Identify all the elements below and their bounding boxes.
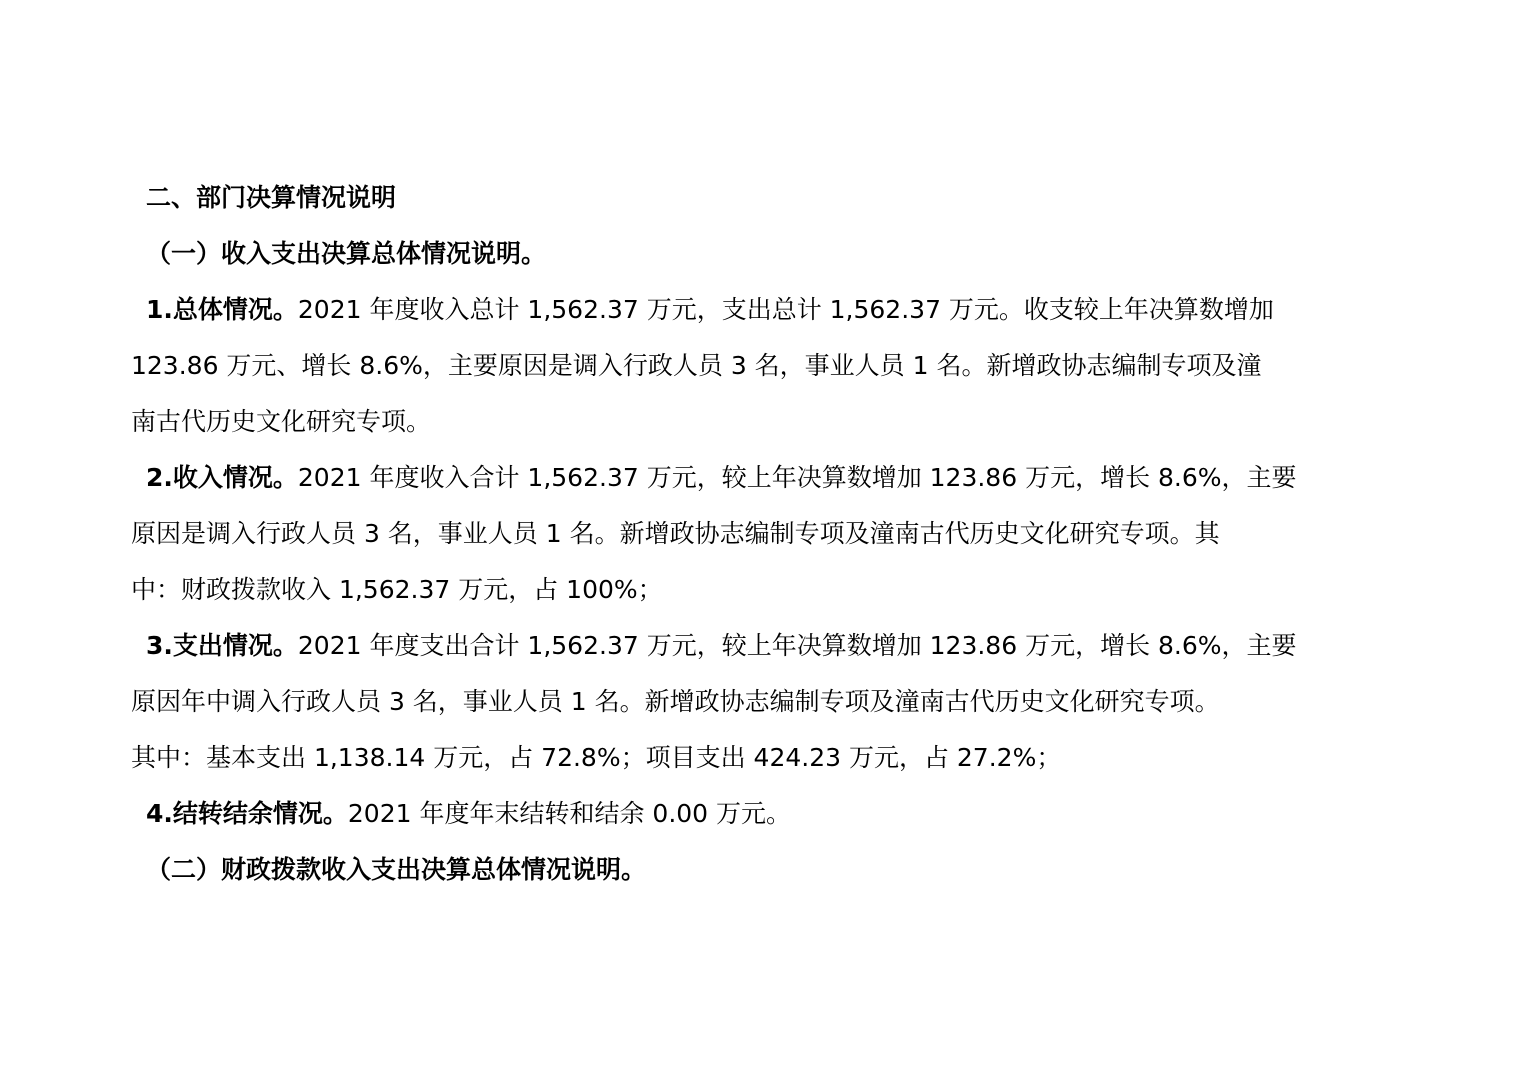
paragraph-line [146,293,1274,327]
item-text: 2021 年度支出合计 1,562.37 万元，较上年决算数增加 123.86 万元，增长 8.6%，主要 [297,631,1297,660]
paragraph-line: 其中：基本支出 1,138.14 万元，占 72.8%；项目支出 424.23 万元，占 27.2%； [131,743,1062,772]
paragraph-line: 原因是调入行政人员 3 名，事业人员 1 名。新增政协志编制专项及潼南古代历史文化研究专项。其 [131,519,1220,548]
item-label: 1.总体情况。 [146,295,298,324]
paragraph-line: 原因年中调入行政人员 3 名，事业人员 1 名。新增政协志编制专项及潼南古代历史文化研究专项。 [131,687,1220,716]
item-text: 2021 年度收入总计 1,562.37 万元，支出总计 1,562.37 万元。收支较上年决算数增加 [297,295,1274,324]
item-label: 4.结转结余情况。 [146,799,348,828]
item-text: 2021 年度年末结转和结余 0.00 万元。 [347,799,792,828]
item-label: 3.支出情况。 [146,631,298,660]
section-title: 二、部门决算情况说明 [146,183,397,212]
paragraph-line [146,797,791,831]
paragraph-line: 中：财政拨款收入 1,562.37 万元，占 100%； [131,575,663,604]
paragraph-line [146,629,1297,663]
subsection-title: （二）财政拨款收入支出决算总体情况说明。 [146,855,647,884]
subsection-title: （一）收入支出决算总体情况说明。 [146,239,547,268]
paragraph-line: 南古代历史文化研究专项。 [131,407,432,436]
paragraph-line [146,461,1297,495]
paragraph-line: 123.86 万元、增长 8.6%，主要原因是调入行政人员 3 名，事业人员 1 名。新增政协志编制专项及潼 [131,351,1262,380]
item-text: 2021 年度收入合计 1,562.37 万元，较上年决算数增加 123.86 万元，增长 8.6%，主要 [297,463,1297,492]
item-label: 2.收入情况。 [146,463,298,492]
